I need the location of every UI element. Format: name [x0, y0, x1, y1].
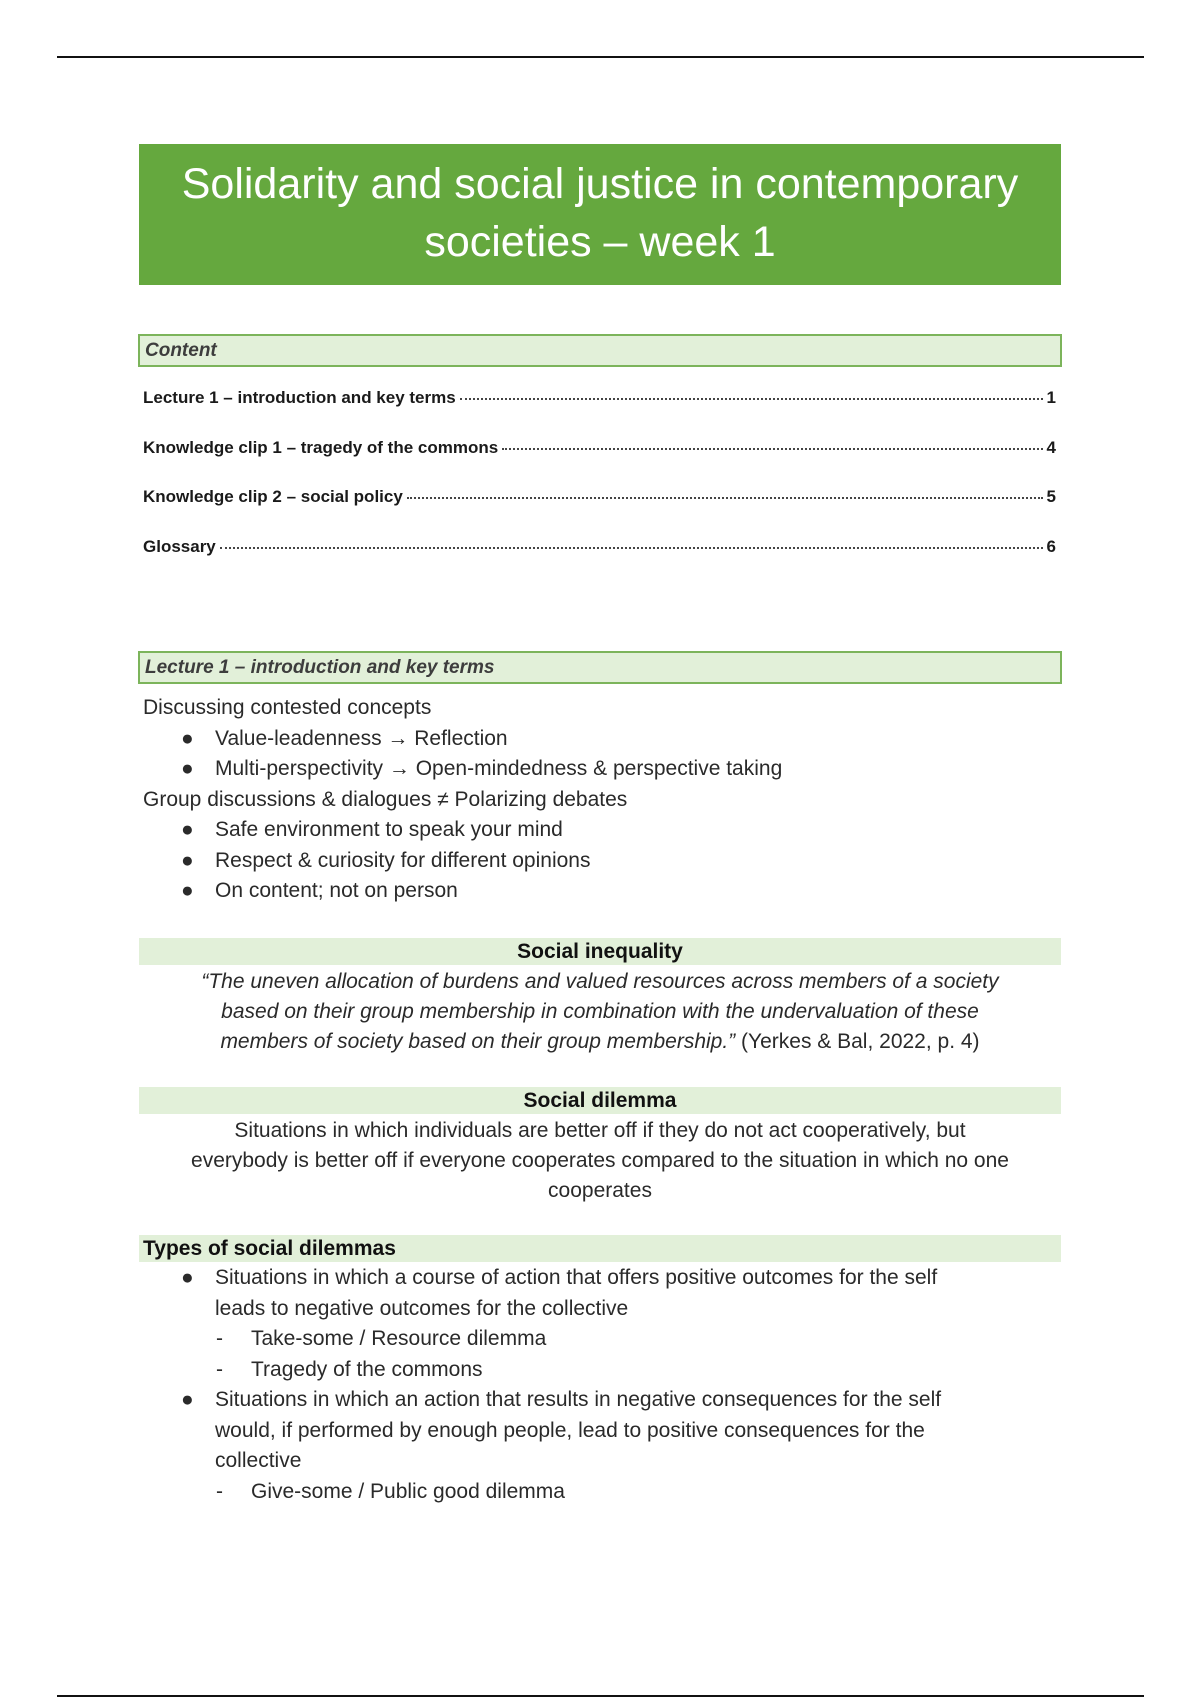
toc-heading: Content	[138, 334, 1062, 367]
list-item-text: Value-leadenness → Reflection	[215, 726, 508, 750]
dash-icon: -	[216, 1327, 223, 1350]
types-of-dilemmas-heading: Types of social dilemmas	[139, 1235, 1061, 1262]
group-discussion-line: Group discussions & dialogues ≠ Polarizing debates	[143, 787, 628, 811]
definition-line: everybody is better off if everyone cooperates compared to the situation in which no one	[191, 1149, 1009, 1172]
title-line-2: societies – week 1	[424, 218, 776, 266]
list-item-text: Respect & curiosity for different opinions	[215, 848, 591, 872]
bullet-icon: ●	[181, 818, 194, 841]
sub-list-item	[143, 1324, 1061, 1355]
toc-entry-title: Lecture 1 – introduction and key terms	[143, 388, 456, 407]
bullet-icon: ●	[181, 1266, 194, 1289]
toc-entry-page: 6	[1046, 536, 1056, 556]
social-dilemma-heading: Social dilemma	[139, 1087, 1061, 1114]
list-item-text: Situations in which a course of action that offers positive outcomes for the self	[215, 1266, 938, 1289]
list-item	[143, 724, 1061, 755]
list-item	[143, 1385, 1061, 1416]
quote-line: “The uneven allocation of burdens and valued resources across members of a society	[201, 970, 999, 993]
list-item	[143, 846, 1061, 877]
definition-line: cooperates	[548, 1179, 652, 1202]
list-item	[143, 815, 1061, 846]
social-inequality-heading: Social inequality	[139, 938, 1061, 965]
bullet-icon: ●	[181, 1388, 194, 1411]
toc-leader-dots	[407, 497, 1043, 499]
list-item	[143, 754, 1061, 785]
list-item-text: Safe environment to speak your mind	[215, 818, 563, 841]
citation: (Yerkes & Bal, 2022, p. 4)	[735, 1030, 980, 1053]
social-inequality-definition	[139, 967, 1061, 1057]
list-item-continuation: leads to negative outcomes for the collective	[215, 1296, 629, 1320]
toc-entry-knowledge-clip-1[interactable]	[143, 438, 1056, 488]
list-item-text: On content; not on person	[215, 879, 458, 902]
list-item-continuation: collective	[215, 1449, 302, 1472]
social-dilemma-definition	[139, 1116, 1061, 1206]
list-item-text: Multi-perspectivity → Open-mindedness & perspective taking	[215, 757, 783, 780]
table-of-contents	[143, 388, 1056, 586]
toc-entry-lecture-1[interactable]	[143, 388, 1056, 438]
toc-entry-page: 5	[1046, 487, 1056, 506]
toc-entry-page: 1	[1046, 388, 1056, 407]
title-line-1: Solidarity and social justice in contemporary	[181, 160, 1019, 208]
toc-entry-page: 4	[1046, 437, 1056, 457]
lecture-1-heading: Lecture 1 – introduction and key terms	[138, 651, 1062, 684]
toc-entry-title: Knowledge clip 1 – tragedy of the commons	[143, 437, 499, 457]
list-item-continuation: would, if performed by enough people, lead to positive consequences for the	[215, 1418, 925, 1442]
toc-entry-glossary[interactable]	[143, 537, 1056, 587]
bullet-icon: ●	[181, 879, 194, 902]
bullet-icon: ●	[181, 726, 194, 750]
sub-list-item-text: Take-some / Resource dilemma	[251, 1327, 547, 1350]
list-item	[143, 876, 1061, 907]
list-item	[143, 1263, 1061, 1294]
header-rule	[57, 56, 1144, 58]
list-item-text: Situations in which an action that results in negative consequences for the self	[215, 1388, 942, 1411]
dash-icon: -	[216, 1479, 223, 1503]
bullet-icon: ●	[181, 848, 194, 872]
document-title-banner	[139, 144, 1061, 285]
quote-line: members of society based on their group membership.”	[220, 1030, 736, 1053]
sub-list-item-text: Give-some / Public good dilemma	[251, 1479, 565, 1503]
toc-leader-dots	[220, 547, 1043, 549]
toc-leader-dots	[502, 448, 1042, 450]
intro-line: Discussing contested concepts	[143, 696, 432, 719]
toc-entry-title: Knowledge clip 2 – social policy	[143, 487, 403, 506]
footer-rule	[57, 1695, 1144, 1697]
toc-entry-title: Glossary	[143, 536, 216, 556]
lecture-1-intro-block	[143, 693, 1061, 907]
quote-line-with-citation	[139, 1027, 1061, 1057]
bullet-icon: ●	[181, 757, 194, 780]
dash-icon: -	[216, 1357, 223, 1381]
sub-list-item	[143, 1477, 1061, 1508]
toc-leader-dots	[460, 398, 1043, 400]
sub-list-item	[143, 1355, 1061, 1386]
quote-line: based on their group membership in combination with the undervaluation of these	[221, 1000, 979, 1023]
types-of-dilemmas-list	[143, 1263, 1061, 1507]
toc-entry-knowledge-clip-2[interactable]	[143, 487, 1056, 537]
definition-line: Situations in which individuals are better off if they do not act cooperatively, but	[234, 1119, 966, 1142]
sub-list-item-text: Tragedy of the commons	[251, 1357, 483, 1381]
